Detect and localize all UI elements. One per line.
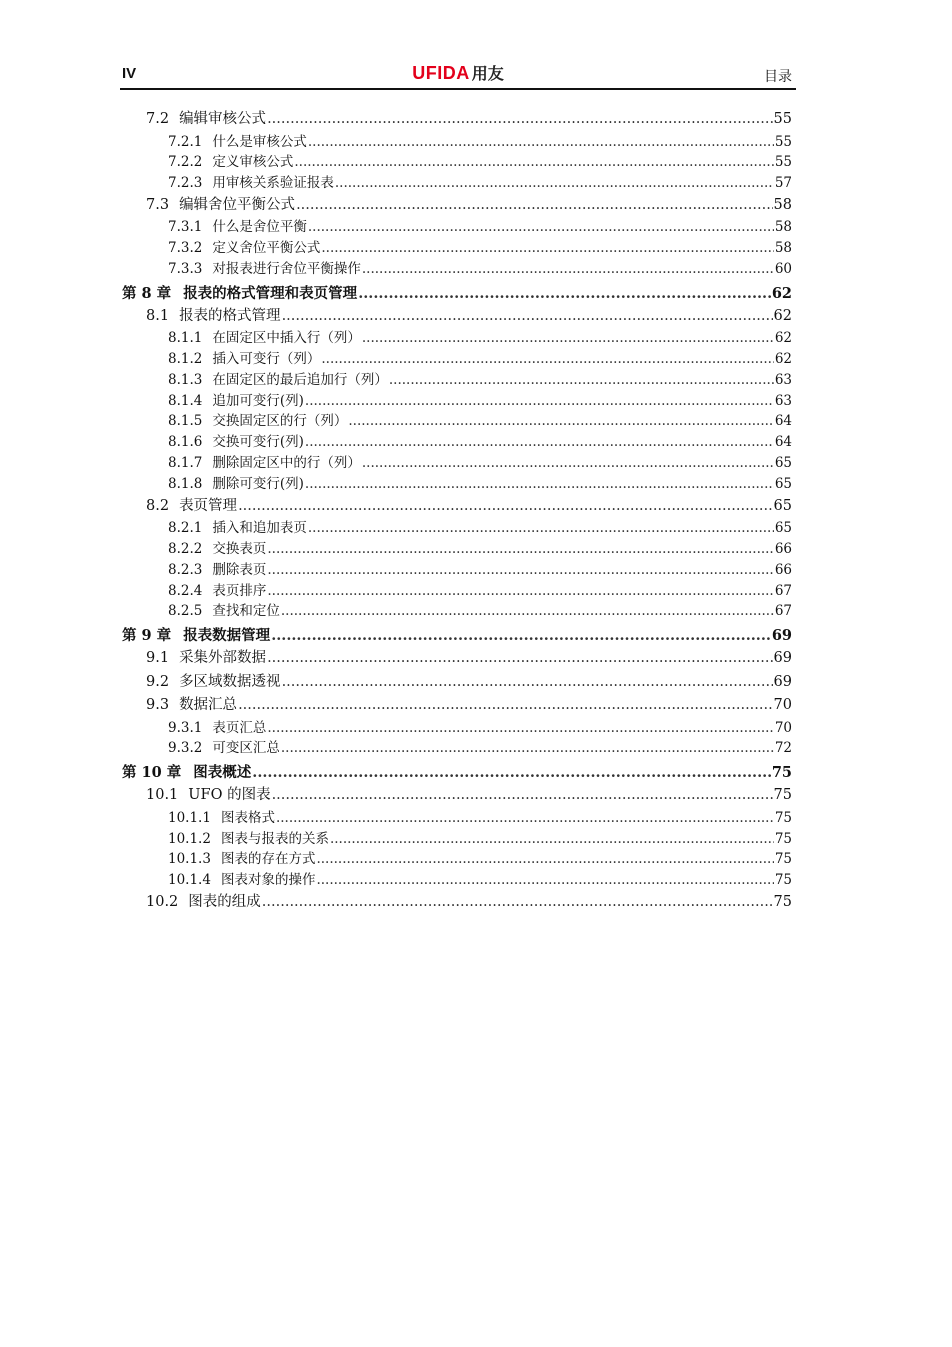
toc-subsection-entry[interactable] (122, 132, 792, 153)
toc-entry-title: 图表对象的操作 (220, 872, 316, 889)
toc-entry-title: 在固定区中插入行（列） (212, 330, 361, 347)
logo-text-cn: 用友 (471, 66, 504, 83)
toc-dot-leader (252, 761, 771, 784)
toc-entry-number: 10.1.2 (168, 830, 211, 847)
toc-subsection-entry[interactable] (122, 808, 792, 829)
table-of-contents (122, 108, 792, 914)
toc-entry-number: 9.3.2 (168, 740, 203, 757)
toc-subsection-entry[interactable] (122, 370, 792, 391)
toc-entry-page: 62 (774, 351, 792, 368)
toc-entry-title: 交换表页 (212, 540, 267, 557)
toc-dot-leader (316, 870, 773, 891)
toc-entry-page: 62 (774, 330, 792, 347)
toc-dot-leader (330, 829, 774, 850)
toc-section-entry[interactable] (122, 495, 792, 519)
toc-entry-page: 64 (774, 434, 792, 451)
toc-entry-page: 66 (774, 561, 792, 578)
toc-subsection-entry[interactable] (122, 411, 792, 432)
toc-entry-number: 9.2 (146, 673, 170, 690)
toc-dot-leader (362, 259, 774, 280)
toc-entry-title: 报表的格式管理 (179, 307, 281, 324)
toc-entry-number: 9.1 (146, 650, 170, 667)
toc-dot-leader (267, 539, 773, 560)
toc-entry-page: 55 (774, 154, 792, 171)
toc-entry-number: 第 8 章 (122, 284, 172, 302)
toc-entry-title: 图表格式 (220, 809, 275, 826)
toc-entry-number: 8.1.3 (168, 371, 203, 388)
toc-entry-page: 65 (774, 520, 792, 537)
toc-dot-leader (305, 432, 774, 453)
toc-entry-title: 报表数据管理 (183, 627, 271, 645)
toc-dot-leader (238, 495, 772, 519)
toc-entry-page: 75 (773, 787, 792, 804)
toc-entry-title: 表页管理 (179, 497, 238, 514)
toc-entry-page: 75 (771, 764, 792, 782)
toc-entry-title: 定义舍位平衡公式 (212, 240, 321, 257)
toc-entry-title: 报表的格式管理和表页管理 (183, 284, 358, 302)
toc-subsection-entry[interactable] (122, 870, 792, 891)
toc-dot-leader (362, 453, 774, 474)
toc-entry-title: 表页排序 (212, 582, 267, 599)
toc-subsection-entry[interactable] (122, 581, 792, 602)
toc-entry-number: 第 10 章 (122, 764, 182, 782)
toc-chapter-entry[interactable] (122, 761, 792, 784)
toc-entry-number: 8.2.4 (168, 582, 203, 599)
toc-entry-number: 7.3 (146, 196, 170, 213)
toc-entry-number: 8.2.2 (168, 540, 203, 557)
toc-subsection-entry[interactable] (122, 601, 792, 622)
toc-subsection-entry[interactable] (122, 539, 792, 560)
toc-entry-number: 7.2 (146, 111, 170, 127)
toc-entry-page: 65 (774, 475, 792, 492)
toc-subsection-entry[interactable] (122, 718, 792, 739)
toc-entry-number: 7.2.3 (168, 175, 203, 192)
toc-entry-page: 70 (773, 697, 792, 714)
toc-subsection-entry[interactable] (122, 474, 792, 495)
toc-entry-page: 75 (774, 809, 792, 826)
toc-dot-leader (267, 560, 773, 581)
toc-entry-number: 8.1.6 (168, 434, 203, 451)
toc-entry-page: 70 (774, 719, 792, 736)
toc-entry-page: 55 (774, 133, 792, 150)
toc-dot-leader (308, 217, 774, 238)
toc-entry-number: 8.1.8 (168, 475, 203, 492)
toc-dot-leader (282, 305, 773, 329)
toc-entry-title: 图表与报表的关系 (220, 830, 329, 847)
section-title: 目录 (764, 69, 792, 85)
toc-dot-leader (335, 173, 774, 194)
toc-dot-leader (281, 738, 774, 759)
toc-subsection-entry[interactable] (122, 217, 792, 238)
toc-subsection-entry[interactable] (122, 849, 792, 870)
toc-entry-title: 删除固定区中的行（列） (212, 455, 361, 472)
toc-entry-page: 67 (774, 603, 792, 620)
toc-entry-number: 8.2.3 (168, 561, 203, 578)
logo-text-en: UFIDA (412, 63, 470, 83)
toc-entry-page: 58 (773, 196, 792, 213)
page-number: IV (122, 65, 137, 82)
toc-entry-number: 10.1.3 (168, 851, 211, 868)
toc-section-entry[interactable] (122, 694, 792, 718)
toc-entry-page: 72 (774, 740, 792, 757)
toc-entry-number: 第 9 章 (122, 627, 172, 645)
toc-entry-page: 66 (774, 540, 792, 557)
toc-section-entry[interactable] (122, 671, 792, 695)
toc-entry-number: 7.2.2 (168, 154, 203, 171)
toc-entry-number: 9.3 (146, 697, 170, 714)
toc-entry-number: 7.3.1 (168, 219, 203, 236)
toc-entry-title: 查找和定位 (212, 603, 280, 620)
toc-entry-title: 插入可变行（列） (212, 351, 321, 368)
toc-entry-title: 删除表页 (212, 561, 267, 578)
toc-dot-leader (267, 108, 772, 132)
toc-subsection-entry[interactable] (122, 238, 792, 259)
toc-dot-leader (321, 349, 773, 370)
ufida-logo (120, 62, 796, 86)
toc-entry-page: 60 (774, 260, 792, 277)
toc-entry-number: 8.1.5 (168, 413, 203, 430)
toc-entry-number: 8.1 (146, 307, 170, 324)
toc-subsection-entry[interactable] (122, 391, 792, 412)
toc-dot-leader (281, 601, 774, 622)
toc-dot-leader (282, 671, 773, 695)
toc-entry-number: 8.2.1 (168, 520, 203, 537)
toc-dot-leader (276, 808, 774, 829)
toc-entry-number: 7.3.2 (168, 240, 203, 257)
toc-dot-leader (316, 849, 773, 870)
toc-dot-leader (267, 718, 773, 739)
toc-section-entry[interactable] (122, 891, 792, 915)
toc-entry-title: 编辑舍位平衡公式 (179, 196, 296, 213)
toc-entry-page: 75 (774, 872, 792, 889)
toc-entry-title: 定义审核公式 (212, 154, 294, 171)
toc-entry-page: 75 (773, 893, 792, 910)
toc-entry-number: 8.2 (146, 497, 170, 514)
toc-entry-page: 75 (774, 830, 792, 847)
toc-entry-title: 图表的存在方式 (220, 851, 316, 868)
toc-entry-page: 64 (774, 413, 792, 430)
toc-entry-page: 58 (774, 240, 792, 257)
toc-dot-leader (267, 581, 773, 602)
toc-section-entry[interactable] (122, 194, 792, 218)
toc-entry-title: 什么是舍位平衡 (212, 219, 307, 236)
toc-section-entry[interactable] (122, 647, 792, 671)
toc-section-entry[interactable] (122, 108, 792, 132)
toc-subsection-entry[interactable] (122, 432, 792, 453)
toc-entry-title: 可变区汇总 (212, 740, 280, 757)
toc-entry-number: 10.2 (146, 893, 179, 910)
toc-dot-leader (262, 891, 773, 915)
toc-entry-number: 7.2.1 (168, 133, 203, 150)
toc-entry-number: 8.1.1 (168, 330, 203, 347)
toc-subsection-entry[interactable] (122, 173, 792, 194)
toc-subsection-entry[interactable] (122, 560, 792, 581)
toc-entry-page: 62 (773, 307, 792, 324)
toc-entry-title: 对报表进行舍位平衡操作 (212, 260, 361, 277)
toc-entry-title: 表页汇总 (212, 719, 267, 736)
toc-subsection-entry[interactable] (122, 738, 792, 759)
toc-dot-leader (271, 624, 771, 647)
toc-dot-leader (305, 391, 774, 412)
toc-dot-leader (389, 370, 774, 391)
toc-dot-leader (308, 132, 774, 153)
toc-dot-leader (296, 194, 772, 218)
toc-chapter-entry[interactable] (122, 624, 792, 647)
toc-entry-page: 65 (773, 497, 792, 514)
toc-section-entry[interactable] (122, 784, 792, 808)
toc-entry-page: 65 (774, 455, 792, 472)
toc-dot-leader (305, 474, 774, 495)
toc-entry-page: 75 (774, 851, 792, 868)
toc-entry-page: 57 (774, 175, 792, 192)
toc-entry-number: 8.1.4 (168, 392, 203, 409)
toc-dot-leader (272, 784, 773, 808)
toc-entry-title: 采集外部数据 (179, 650, 267, 667)
toc-entry-title: 交换固定区的行（列） (212, 413, 348, 430)
toc-entry-title: 什么是审核公式 (212, 133, 307, 150)
toc-entry-title: UFO 的图表 (188, 787, 271, 804)
toc-subsection-entry[interactable] (122, 829, 792, 850)
toc-dot-leader (358, 282, 771, 305)
toc-entry-page: 63 (774, 371, 792, 388)
toc-entry-title: 图表的组成 (188, 893, 261, 910)
toc-entry-title: 数据汇总 (179, 697, 238, 714)
toc-entry-title: 用审核关系验证报表 (212, 175, 334, 192)
toc-dot-leader (294, 152, 773, 173)
toc-entry-page: 58 (774, 219, 792, 236)
toc-entry-title: 删除可变行(列) (212, 475, 304, 492)
toc-entry-number: 8.1.2 (168, 351, 203, 368)
toc-entry-number: 8.2.5 (168, 603, 203, 620)
toc-subsection-entry[interactable] (122, 349, 792, 370)
toc-entry-page: 69 (771, 627, 792, 645)
page-header (120, 62, 796, 90)
toc-entry-page: 69 (773, 650, 792, 667)
toc-entry-title: 编辑审核公式 (179, 111, 267, 127)
toc-chapter-entry[interactable] (122, 282, 792, 305)
toc-entry-title: 交换可变行(列) (212, 434, 304, 451)
toc-dot-leader (308, 518, 774, 539)
toc-entry-title: 多区域数据透视 (179, 673, 281, 690)
toc-entry-page: 67 (774, 582, 792, 599)
toc-dot-leader (321, 238, 773, 259)
toc-subsection-entry[interactable] (122, 152, 792, 173)
toc-entry-number: 10.1 (146, 787, 179, 804)
toc-entry-title: 图表概述 (193, 764, 252, 782)
toc-dot-leader (238, 694, 772, 718)
toc-subsection-entry[interactable] (122, 328, 792, 349)
toc-dot-leader (348, 411, 773, 432)
toc-entry-page: 62 (771, 284, 792, 302)
toc-entry-title: 插入和追加表页 (212, 520, 307, 537)
toc-subsection-entry[interactable] (122, 259, 792, 280)
toc-entry-number: 9.3.1 (168, 719, 203, 736)
toc-entry-number: 10.1.1 (168, 809, 211, 826)
toc-entry-title: 追加可变行(列) (212, 392, 304, 409)
toc-entry-page: 69 (773, 673, 792, 690)
toc-dot-leader (267, 647, 772, 671)
toc-entry-number: 10.1.4 (168, 872, 211, 889)
toc-subsection-entry[interactable] (122, 518, 792, 539)
toc-section-entry[interactable] (122, 305, 792, 329)
toc-entry-page: 63 (774, 392, 792, 409)
toc-subsection-entry[interactable] (122, 453, 792, 474)
toc-entry-number: 7.3.3 (168, 260, 203, 277)
toc-dot-leader (362, 328, 774, 349)
toc-entry-page: 55 (773, 111, 792, 127)
toc-entry-title: 在固定区的最后追加行（列） (212, 371, 388, 388)
toc-entry-number: 8.1.7 (168, 455, 203, 472)
